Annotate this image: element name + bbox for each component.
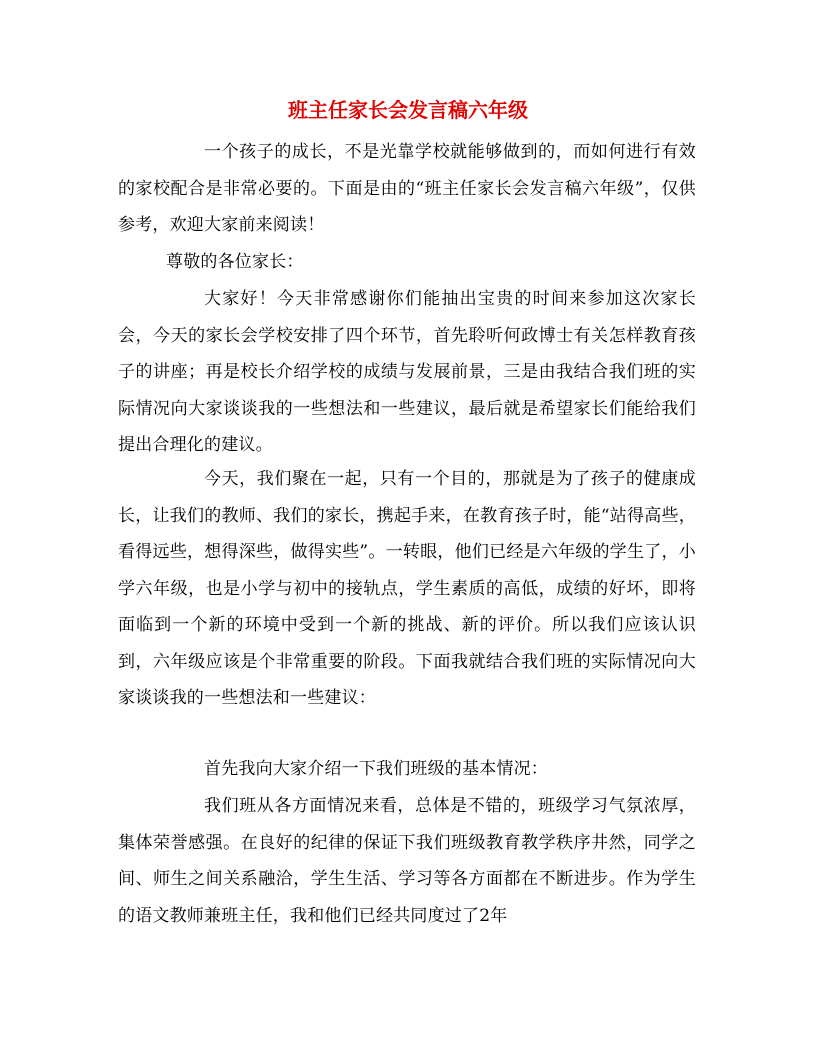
document-title: 班主任家长会发言稿六年级 [288,98,528,122]
body-paragraph-2: 今天，我们聚在一起，只有一个目的，那就是为了孩子的健康成长，让我们的教师、我们的家长，携起手来，在教育孩子时，能“站得高些，看得远些，想得深些，做得实些”。一转眼，他们已经是六年级的学生了，小学六年级，也是小学与初中的接轨点，学生素质的高低，成绩的好坏，即将面临到一个新的环境中受到一个新的挑战、新的评价。所以我们应该认识到，六年级应该是个非常重要的阶段。下面我就结合我们班的实际情况向大家谈谈我的一些想法和一些建议： [118,469,696,708]
intro-paragraph: 一个孩子的成长，不是光靠学校就能够做到的，而如何进行有效的家校配合是非常必要的。下面是由的“班主任家长会发言稿六年级”，仅供参考，欢迎大家前来阅读！ [118,142,696,235]
body-paragraph-3: 首先我向大家介绍一下我们班级的基本情况： [204,759,548,779]
salutation: 尊敬的各位家长： [166,252,304,272]
body-paragraph-1: 大家好！今天非常感谢你们能抽出宝贵的时间来参加这次家长会，今天的家长会学校安排了四个环节，首先聆听何政博士有关怎样教育孩子的讲座；再是校长介绍学校的成绩与发展前景，三是由我结合我们班的实际情况向大家谈谈我的一些想法和一些建议，最后就是希望家长们能给我们提出合理化的建议。 [118,289,696,455]
body-paragraph-4: 我们班从各方面情况来看，总体是不错的，班级学习气氛浓厚，集体荣誉感强。在良好的纪律的保证下我们班级教育教学秩序井然，同学之间、师生之间关系融洽，学生生活、学习等各方面都在不断进步。作为学生的语文教师兼班主任，我和他们已经共同度过了2年 [118,796,696,926]
